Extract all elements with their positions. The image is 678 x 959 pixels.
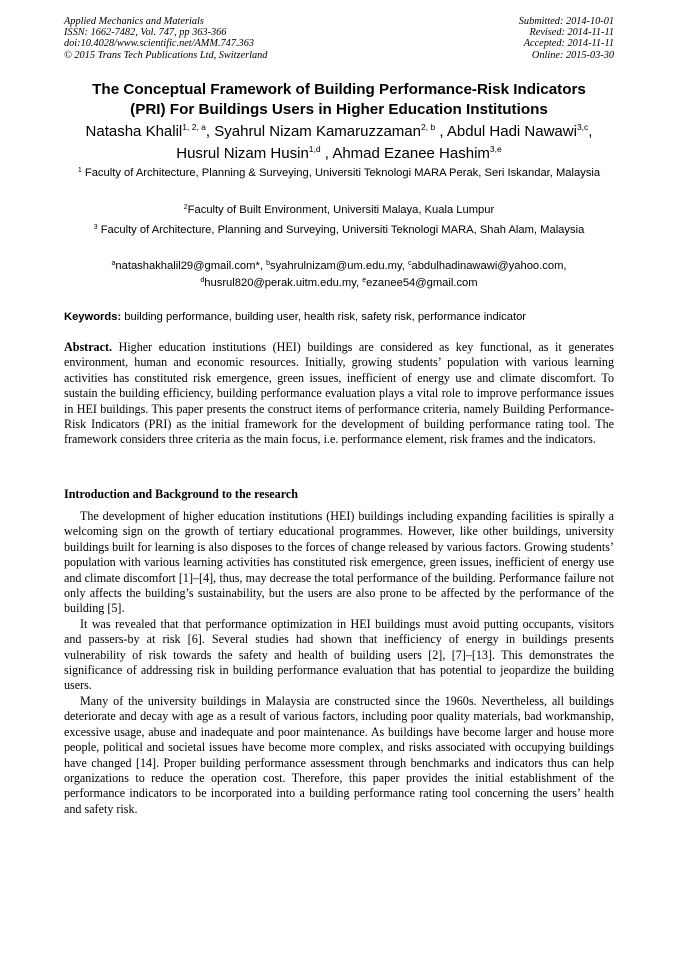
title-line-1: The Conceptual Framework of Building Performance-Risk Indicators (92, 81, 586, 98)
affiliation-mark: 1 (77, 167, 82, 174)
accepted-date: Accepted: 2014-11-11 (523, 38, 614, 50)
body-paragraph: The development of higher education institutions (HEI) buildings including expanding facilities is spirally a welcoming sign on the growth of tertiary educational programmes. However, like other buildings, university buildings built for learning is also disposes to the forces of change released by various factors. Growing students’ population with various learning activities has constituted risk emergence, green issues, inefficient of energy use and climate discomfort [1]–[4], thus, may decrease the total performance of the building. Performance failure not only affects the building’s sustainability, but the users are also prone to be affected by the performance of the building [5]. (64, 509, 614, 616)
copyright-line: © 2015 Trans Tech Publications Ltd, Switzerland (64, 49, 268, 61)
email-address[interactable]: syahrulnizam@um.edu.my (269, 260, 402, 272)
abstract-text: Higher education institutions (HEI) buildings are considered as key functional, as it generates environment, human and economic resources. Initially, growing students’ population with various learning activities has constituted risk emergence, green issues, inefficient of energy use and climate discomfort. To sustain the building efficiency, building performance evaluation plays a vital role to improve performance issues in HEI buildings. This paper presents the construct items of performance criteria, namely Building Performance-Risk Indicators (PRI) as the initial framework for the development of building performance rating tool. The framework considers three criteria as the main focus, i.e. performance element, risk frames and the indicators. (64, 340, 614, 447)
affiliation-mark: 3 (93, 224, 98, 231)
author-name: Husrul Nizam Husin (176, 144, 309, 162)
doi-line: doi:10.4028/www.scientific.net/AMM.747.363 (64, 38, 254, 50)
author-affiliation-mark: 2, b (421, 122, 436, 132)
author-affiliation-mark: 1,d (308, 143, 321, 154)
section-heading: Introduction and Background to the research (64, 487, 298, 501)
author-name: Ahmad Ezanee Hashim (332, 144, 490, 162)
affiliation-2 (64, 203, 614, 220)
keywords-text: building performance, building user, health risk, safety risk, performance indicator (121, 311, 527, 323)
email-line-2: $^d$husrul820@perak.uitm.edu.my, $^e$ezanee54@gmail.com (200, 276, 478, 289)
author-name: Syahrul Nizam Kamaruzzaman (214, 123, 421, 140)
title-line-2: (PRI) For Buildings Users in Higher Education Institutions (130, 101, 548, 118)
email-mark: d (200, 276, 205, 284)
email-list (64, 259, 614, 293)
journal-name: Applied Mechanics and Materials (64, 16, 204, 27)
email-mark: e (362, 276, 367, 284)
email-mark: b (266, 260, 270, 267)
email-address[interactable]: natashakhalil29@gmail.com* (115, 260, 260, 272)
revised-date: Revised: 2014-11-11 (529, 27, 614, 39)
author-name: Abdul Hadi Nawawi (446, 123, 577, 140)
author-line-1: Natasha Khalil$^{1, 2, a}$, Syahrul Nizam Kamaruzzaman$^{2, b}$ , Abdul Hadi Nawawi$^{3,c}$, (85, 122, 593, 140)
keywords-label: Keywords: (64, 311, 122, 323)
affiliation-mark: 2 (183, 204, 188, 211)
affiliation-text: Faculty of Architecture, Planning and Surveying, Universiti Teknologi MARA, Shah Alam, Malaysia (100, 224, 585, 236)
submitted-date: Submitted: 2014-10-01 (518, 16, 614, 27)
author-affiliation-mark: 3,c (576, 122, 589, 132)
body-paragraph: It was revealed that that performance optimization in HEI buildings must avoid putting occupants, visitors and passers-by at risk [6]. Several studies had shown that inefficiency of energy in buildings presents vulnerability of risk towards the safety and health of building users [2], [7]–[13]. This demonstrates the significance of addressing risk in building performance evaluation that has potential to jeopardize the building users. (64, 616, 614, 693)
issn-line: ISSN: 1662-7482, Vol. 747, pp 363-366 (64, 27, 227, 39)
affiliation-text: Faculty of Built Environment, Universiti Malaya, Kuala Lumpur (187, 204, 495, 216)
body-paragraph: Many of the university buildings in Malaysia are constructed since the 1960s. Nevertheless, all buildings deteriorate and decay with age as a result of various factors, including poor quality materials, bad workmanship, excessive usage, abuse and inadequate and poor maintenance. As buildings have become larger and house more people, political and societal issues have become more complex, and risks associated with occupying buildings have changed [14]. Proper building performance assessment through benchmarks and indicators thus can help organizations to reduce the operation cost. Therefore, this paper provides the initial establishment of the performance indicators to be incorporated into a building performance rating tool concerning the users’ health and safety risk. (64, 693, 614, 816)
section-body (64, 509, 614, 817)
abstract-label: Abstract. (64, 340, 113, 354)
author-line-2: Husrul Nizam Husin$^{1,d}$ , Ahmad Ezanee Hashim$^{3,e}$ (176, 143, 502, 162)
abstract (64, 340, 614, 448)
submission-dates (519, 16, 614, 61)
affiliation-1 (64, 166, 614, 183)
email-mark: c (407, 260, 412, 267)
affiliation-text: Faculty of Architecture, Planning & Surveying, Universiti Teknologi MARA Perak, Seri Iskandar, Malaysia (84, 167, 601, 179)
email-address[interactable]: ezanee54@gmail.com (366, 276, 478, 289)
author-name: Natasha Khalil (85, 123, 183, 140)
email-address[interactable]: abdulhadinawawi@yahoo.com (411, 260, 564, 272)
keywords (64, 310, 624, 324)
author-affiliation-mark: 3,e (489, 143, 502, 154)
paper-title (40, 80, 638, 120)
affiliation-3 (64, 223, 614, 240)
author-affiliation-mark: 1, 2, a (182, 122, 206, 132)
author-list (40, 122, 638, 165)
email-mark: a (111, 260, 116, 267)
email-line-1: $^a$natashakhalil29@gmail.com*, $^b$syahrulnizam@um.edu.my, $^c$abdulhadinawawi@yahoo.com, (111, 260, 567, 272)
online-date: Online: 2015-03-30 (531, 49, 614, 61)
email-address[interactable]: husrul820@perak.uitm.edu.my (204, 276, 356, 289)
journal-info (64, 16, 267, 61)
